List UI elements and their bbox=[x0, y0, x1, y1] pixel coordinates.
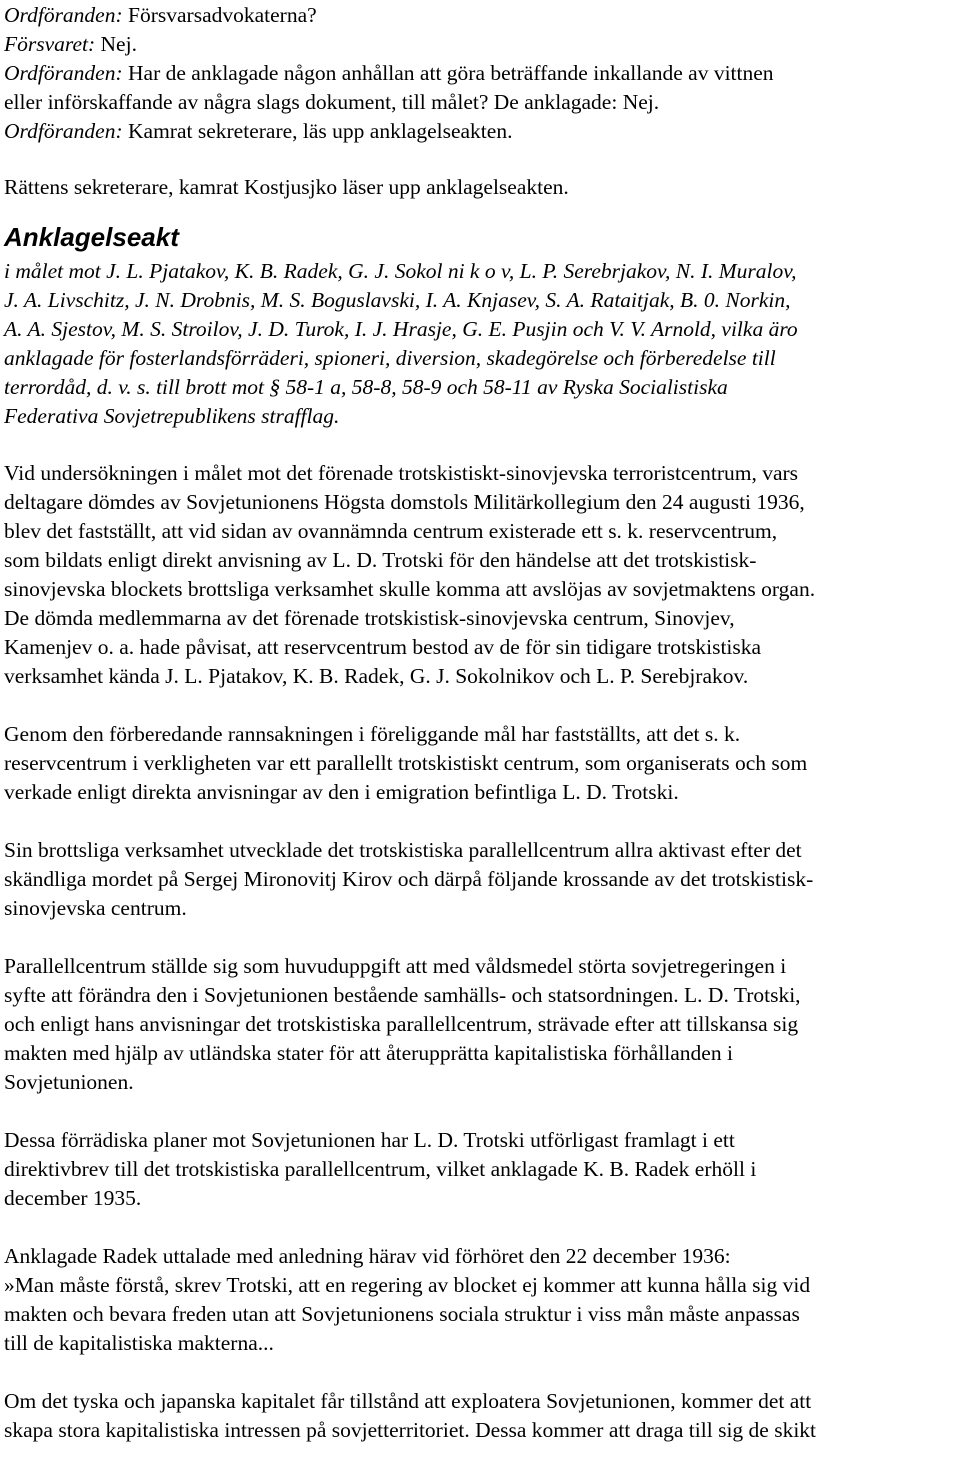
paragraph bbox=[4, 1126, 956, 1213]
paragraph-line: Om det tyska och japanska kapitalet får tillstånd att exploatera Sovjetunionen, kommer det att bbox=[4, 1389, 812, 1413]
paragraph-line: verksamhet kända J. L. Pjatakov, K. B. Radek, G. J. Sokolnikov och L. P. Serebjrakov. bbox=[4, 664, 749, 688]
paragraph bbox=[4, 836, 956, 923]
paragraph-line: Kamenjev o. a. hade påvisat, att reservcentrum bestod av de för sin tidigare trotskistiska bbox=[4, 635, 762, 659]
paragraph-line: makten och bevara freden utan att Sovjetunionens sociala struktur i viss mån måste anpassas bbox=[4, 1302, 800, 1326]
paragraph bbox=[4, 952, 956, 1097]
dialogue-line: Ordföranden: Har de anklagade någon anhållan att göra beträffande inkallande av vittnen bbox=[4, 61, 774, 85]
paragraph-line: reservcentrum i verkligheten var ett parallellt trotskistiskt centrum, som organiserats och som bbox=[4, 751, 808, 775]
paragraph-line: sinovjevska centrum. bbox=[4, 896, 187, 920]
paragraph-line: Parallellcentrum ställde sig som huvuduppgift att med våldsmedel störta sovjetregeringen i bbox=[4, 954, 787, 978]
paragraph-line: som bildats enligt direkt anvisning av L. D. Trotski för den händelse att det trotskistisk- bbox=[4, 548, 757, 572]
indictment-block bbox=[4, 257, 956, 431]
paragraph-line: direktivbrev till det trotskistiska parallellcentrum, vilket anklagade K. B. Radek erhöll i bbox=[4, 1157, 757, 1181]
indictment-line: J. A. Livschitz, J. N. Drobnis, M. S. Boguslavski, I. A. Knjasev, S. A. Rataitjak, B. 0. Norkin, bbox=[4, 288, 791, 312]
paragraph-line: Dessa förrädiska planer mot Sovjetunionen har L. D. Trotski utförligast framlagt i ett bbox=[4, 1128, 735, 1152]
dialogue-line: Försvaret: Nej. bbox=[4, 32, 137, 56]
paragraph-line: verkade enligt direkta anvisningar av den i emigration befintliga L. D. Trotski. bbox=[4, 780, 679, 804]
paragraph-line: De dömda medlemmarna av det förenade trotskistisk-sinovjevska centrum, Sinovjev, bbox=[4, 606, 735, 630]
document-heading: Anklagelseakt bbox=[4, 222, 179, 252]
paragraph-line: Vid undersökningen i målet mot det förenade trotskistiskt-sinovjevska terroristcentrum, vars bbox=[4, 461, 799, 485]
indictment-line: anklagade för fosterlandsförräderi, spioneri, diversion, skadegörelse och förberedelse till bbox=[4, 346, 776, 370]
document-page bbox=[4, 0, 956, 1445]
paragraph-line: makten med hjälp av utländska stater för att återupprätta kapitalistiska förhållanden i bbox=[4, 1041, 733, 1065]
paragraph bbox=[4, 1387, 956, 1445]
paragraph-line: sinovjevska blockets brottsliga verksamhet skulle komma att avslöjas av sovjetmaktens organ. bbox=[4, 577, 816, 601]
paragraph-line: till de kapitalistiska makterna... bbox=[4, 1331, 274, 1355]
indictment-line: A. A. Sjestov, M. S. Stroilov, J. D. Turok, I. J. Hrasje, G. E. Pusjin och V. V. Arnold, vilka äro bbox=[4, 317, 798, 341]
paragraph bbox=[4, 459, 956, 691]
dialogue-block bbox=[4, 0, 956, 146]
paragraph-line: Sovjetunionen. bbox=[4, 1070, 134, 1094]
paragraph-line: Genom den förberedande rannsakningen i föreliggande mål har fastställts, att det s. k. bbox=[4, 722, 741, 746]
paragraph-line: Sin brottsliga verksamhet utvecklade det trotskistiska parallellcentrum allra aktivast efter det bbox=[4, 838, 802, 862]
paragraph-line: syfte att förändra den i Sovjetunionen bestående samhälls- och statsordningen. L. D. Trotski, bbox=[4, 983, 801, 1007]
paragraph-line: skapa stora kapitalistiska intressen på sovjetterritoriet. Dessa kommer att draga till sig de skikt bbox=[4, 1418, 817, 1442]
paragraph-line: skändliga mordet på Sergej Mironovitj Kirov och därpå följande krossande av det trotskistisk- bbox=[4, 867, 814, 891]
paragraph-line: Anklagade Radek uttalade med anledning härav vid förhöret den 22 december 1936: bbox=[4, 1244, 731, 1268]
dialogue-line: Ordföranden: Kamrat sekreterare, läs upp anklagelseakten. bbox=[4, 119, 513, 143]
dialogue-line: Ordföranden: Försvarsadvokaterna? bbox=[4, 3, 317, 27]
paragraph-line: »Man måste förstå, skrev Trotski, att en regering av blocket ej kommer att kunna hålla sig vid bbox=[4, 1273, 811, 1297]
paragraph-line: och enligt hans anvisningar det trotskistiska parallellcentrum, strävade efter att tillskansa sig bbox=[4, 1012, 799, 1036]
paragraph bbox=[4, 1242, 956, 1358]
paragraph bbox=[4, 720, 956, 807]
paragraph-line: december 1935. bbox=[4, 1186, 142, 1210]
indictment-line: terrordåd, d. v. s. till brott mot § 58-1 a, 58-8, 58-9 och 58-11 av Ryska Socialistiska bbox=[4, 375, 728, 399]
dialogue-line: eller införskaffande av några slags dokument, till målet? De anklagade: Nej. bbox=[4, 90, 660, 114]
paragraph-line: blev det fastställt, att vid sidan av ovannämnda centrum existerade ett s. k. reservcentrum, bbox=[4, 519, 778, 543]
paragraph-line: deltagare dömdes av Sovjetunionens Högsta domstols Militärkollegium den 24 augusti 1936, bbox=[4, 490, 805, 514]
indictment-line: Federativa Sovjetrepublikens strafflag. bbox=[4, 404, 340, 428]
secretary-line: Rättens sekreterare, kamrat Kostjusjko läser upp anklagelseakten. bbox=[4, 175, 569, 199]
indictment-line: i målet mot J. L. Pjatakov, K. B. Radek, G. J. Sokol ni k o v, L. P. Serebrjakov, N. I. Muralov, bbox=[4, 259, 797, 283]
